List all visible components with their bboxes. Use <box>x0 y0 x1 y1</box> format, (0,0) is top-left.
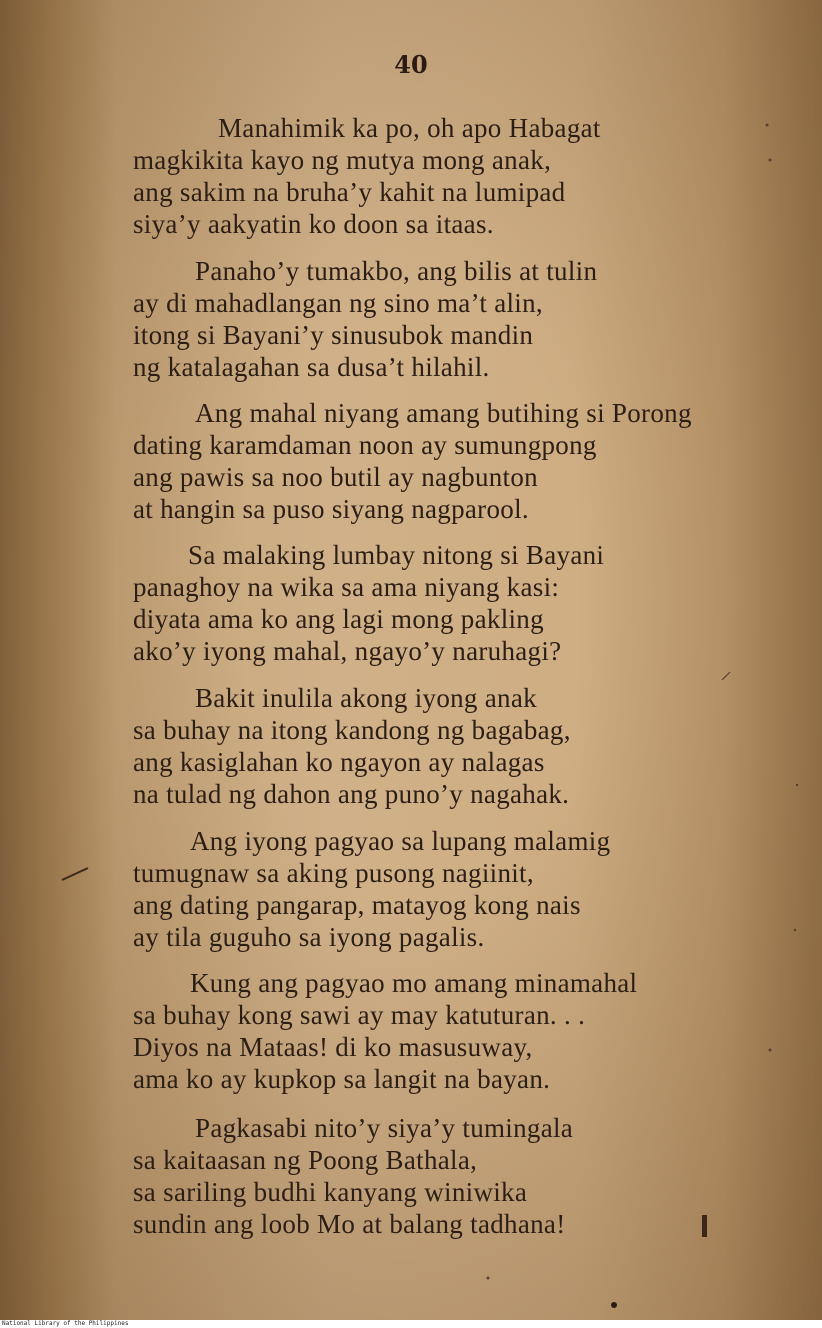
footer-credit: National Library of the Philippines <box>2 1320 129 1327</box>
poem-line: ako’y iyong mahal, ngayo’y naruhagi? <box>133 636 562 666</box>
poem-line: diyata ama ko ang lagi mong pakling <box>133 604 544 634</box>
poem-line: dating karamdaman noon ay sumungpong <box>133 430 597 460</box>
poem-line: sa sariling budhi kanyang winiwika <box>133 1177 528 1207</box>
poem-line: ang dating pangarap, matayog kong nais <box>133 890 581 920</box>
poem-line: sundin ang loob Mo at balang tadhana! <box>133 1209 566 1239</box>
poem-line: magkikita kayo ng mutya mong anak, <box>133 145 552 175</box>
poem-line: tumugnaw sa aking pusong nagiinit, <box>133 858 534 888</box>
poem-line: Kung ang pagyao mo amang minamahal <box>190 968 638 998</box>
poem-line: ng katalagahan sa dusa’t hilahil. <box>133 352 490 382</box>
poem-line: at hangin sa puso siyang nagparool. <box>133 494 529 524</box>
poem-line: ang sakim na bruha’y kahit na lumipad <box>133 177 566 207</box>
page-number: 40 <box>394 50 428 79</box>
poem-line: Bakit inulila akong iyong anak <box>195 683 537 713</box>
poem-line: ang kasiglahan ko ngayon ay nalagas <box>133 747 545 777</box>
poem-line: na tulad ng dahon ang puno’y nagahak. <box>133 779 570 809</box>
poem-line: ama ko ay kupkop sa langit na bayan. <box>133 1064 551 1094</box>
poem-line: Panaho’y tumakbo, ang bilis at tulin <box>195 256 598 286</box>
poem-line: Ang iyong pagyao sa lupang malamig <box>190 826 611 856</box>
poem-line: ay di mahadlangan ng sino ma’t alin, <box>133 288 543 318</box>
poem-line: Sa malaking lumbay nitong si Bayani <box>188 540 605 570</box>
poem-line: Pagkasabi nito’y siya’y tumingala <box>195 1113 574 1143</box>
poem-line: ang pawis sa noo butil ay nagbunton <box>133 462 538 492</box>
poem-line: sa buhay na itong kandong ng bagabag, <box>133 715 571 745</box>
footer <box>0 1320 822 1328</box>
poem-line: itong si Bayani’y sinusubok mandin <box>133 320 534 350</box>
poem-line: ay tila guguho sa iyong pagalis. <box>133 922 485 952</box>
poem-line: siya’y aakyatin ko doon sa itaas. <box>133 209 494 239</box>
poem-line: panaghoy na wika sa ama niyang kasi: <box>133 572 560 602</box>
poem-line: sa buhay kong sawi ay may katuturan. . . <box>133 1000 586 1030</box>
poem-line: Manahimik ka po, oh apo Habagat <box>218 113 601 143</box>
poem-line: Ang mahal niyang amang butihing si Porong <box>195 398 692 428</box>
poem-line: sa kaitaasan ng Poong Bathala, <box>133 1145 478 1175</box>
poem-line: Diyos na Mataas! di ko masusuway, <box>133 1032 533 1062</box>
